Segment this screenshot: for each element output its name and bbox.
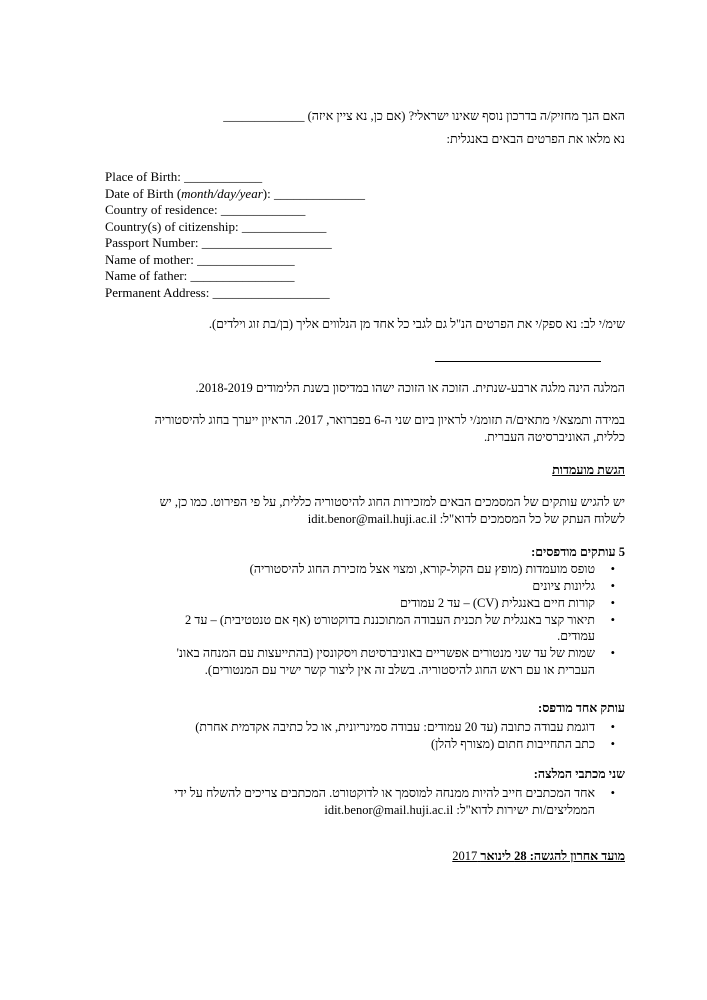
list-item-text: קורות חיים באנגלית (CV) – עד 2 עמודים: [399, 595, 595, 610]
submission-line-1: יש להגיש עותקים של המסמכים הבאים למזכירות החוג להיסטוריה כללית, על פי הפירוט. כמו כן, יש: [159, 495, 625, 509]
place-of-birth-blank[interactable]: ____________: [184, 169, 263, 184]
list-item-text: אחד המכתבים חייב להיות ממנחה למוסמך או לדוקטורט. המכתבים צריכים להשלח על ידי: [174, 785, 595, 800]
submission-heading: הגשת מועמדות: [552, 463, 625, 477]
mother-name-field[interactable]: [105, 252, 625, 269]
list-item: [105, 578, 625, 595]
list-item: [105, 612, 625, 646]
fill-in-english-text: נא מלאו את הפרטים הבאים באנגלית:: [446, 132, 625, 146]
companions-note: [105, 316, 625, 333]
list-item: [105, 561, 625, 578]
permanent-address-field[interactable]: [105, 285, 625, 302]
citizenship-blank[interactable]: _____________: [241, 218, 327, 234]
father-name-blank[interactable]: ________________: [190, 268, 295, 283]
permanent-address-label: Permanent Address:: [105, 284, 213, 300]
submission-line-2[interactable]: לשלוח העתק של כל המסמכים לדוא"ל: idit.benor@mail.huji.ac.il: [307, 511, 625, 526]
list-item-text: טופס מועמדות (מופץ עם הקול-קורא, ומצוי אצל מזכירת החוג להיסטוריה): [249, 561, 595, 576]
passport-question: [105, 108, 625, 125]
father-name-label: Name of father:: [105, 268, 191, 283]
interview-info: [105, 412, 625, 446]
interview-line-2: כללית, האוניברסיטה העברית.: [483, 429, 625, 444]
personal-details-form: [105, 169, 625, 301]
list-item-text[interactable]: הממליצים/ות ישירות לדוא"ל: idit.benor@mail.huji.ac.il: [324, 802, 595, 817]
list-item-text: עמודים.: [557, 629, 595, 644]
submission-instructions: [105, 494, 625, 528]
deadline-label: מועד אחרון להגשה: 28 לינואר: [480, 849, 625, 863]
list-item: [105, 645, 625, 679]
list-item-text: דוגמת עבודה כתובה (עד 20 עמודים: עבודה סמינריונית, או כל כתיבה אקדמית אחרת): [195, 719, 595, 734]
single-copy-heading: עותק אחד מודפס:: [538, 701, 625, 715]
submission-section: [105, 462, 625, 479]
father-name-field[interactable]: [105, 268, 625, 285]
recommendations-heading: שני מכתבי המלצה:: [533, 767, 625, 781]
printed-copies-list: [105, 561, 625, 679]
list-item: [105, 719, 625, 736]
single-copy-section: [105, 700, 625, 753]
bullet-icon: •: [610, 612, 615, 627]
bullet-icon: •: [610, 719, 615, 734]
bullet-icon: •: [610, 785, 615, 800]
list-item-text: כתב התחייבות חתום (מצורף להלן): [430, 736, 595, 751]
list-item: [105, 736, 625, 753]
deadline-year: 2017: [452, 849, 478, 863]
list-item-text: גליונות ציונים: [532, 578, 595, 593]
fill-in-english-instruction: [105, 131, 625, 148]
bullet-icon: •: [610, 736, 615, 751]
mother-name-label: Name of mother:: [105, 251, 198, 267]
country-of-residence-label: Country of residence:: [105, 202, 221, 217]
bullet-icon: •: [610, 578, 615, 593]
bullet-icon: •: [610, 561, 615, 576]
passport-number-label: Passport Number:: [105, 235, 202, 250]
date-of-birth-field[interactable]: [105, 186, 625, 203]
bullet-icon: •: [610, 646, 615, 661]
companions-note-text: שימ/י לב: נא ספק/י את הפרטים הנ"ל גם לגבי כל אחד מן הנלווים אליך (בן/בת זוג וילדים).: [208, 317, 625, 331]
passport-number-field[interactable]: [105, 235, 625, 252]
citizenship-label: Country(s) of citizenship:: [105, 218, 242, 234]
date-of-birth-label-end: ):: [262, 185, 274, 201]
list-item-text: תיאור קצר באנגלית של תכנית העבודה המתוכננת בדוקטורט (אף אם טנטטיבית) – עד 2: [184, 612, 595, 627]
recommendations-list: [105, 785, 625, 819]
grant-info: [105, 380, 625, 397]
list-item: [105, 785, 625, 819]
list-item-text: העברית או עם ראש החוג להיסטוריה. בשלב זה אין ליצור קשר ישיר עם המנטורים).: [204, 663, 595, 678]
place-of-birth-field[interactable]: [105, 169, 625, 186]
date-of-birth-label: Date of Birth (: [105, 185, 182, 201]
divider-line: [435, 361, 601, 362]
citizenship-field[interactable]: [105, 219, 625, 236]
passport-number-blank[interactable]: ____________________: [201, 235, 332, 250]
date-of-birth-blank[interactable]: ______________: [273, 185, 365, 201]
bullet-icon: •: [610, 595, 615, 610]
permanent-address-blank[interactable]: __________________: [212, 284, 330, 300]
list-item-text: שמות של עד שני מנטורים אפשריים באוניברסיטת ויסקונסין (בהתייעצות עם המנחה באונ': [176, 646, 595, 661]
date-format-hint: month/day/year: [181, 185, 263, 201]
place-of-birth-label: Place of Birth:: [105, 169, 185, 184]
deadline: [105, 848, 625, 865]
mother-name-blank[interactable]: _______________: [197, 251, 295, 267]
list-item: [105, 595, 625, 612]
interview-line-1: במידה ותמצא/י מתאים/ה תזומנ/י לראיון ביום שני ה-6 בפברואר, 2017. הראיון ייערך בחוג להיסטוריה: [154, 413, 625, 427]
deadline-text: [105, 848, 625, 865]
country-of-residence-field[interactable]: [105, 202, 625, 219]
country-of-residence-blank[interactable]: _____________: [220, 202, 306, 217]
printed-copies-section: [105, 544, 625, 679]
passport-question-text: האם הנך מחזיק/ה בדרכון נוסף שאינו ישראלי? (אם כן, נא ציין איזה) _____________: [223, 109, 625, 123]
grant-info-text: המלגה הינה מלגה ארבע-שנתית. הזוכה או הזוכה ישהו במדיסון בשנת הלימודים 2018-2019.: [195, 381, 625, 395]
recommendations-section: [105, 766, 625, 819]
printed-copies-heading: 5 עותקים מודפסים:: [531, 545, 625, 559]
single-copy-list: [105, 719, 625, 753]
